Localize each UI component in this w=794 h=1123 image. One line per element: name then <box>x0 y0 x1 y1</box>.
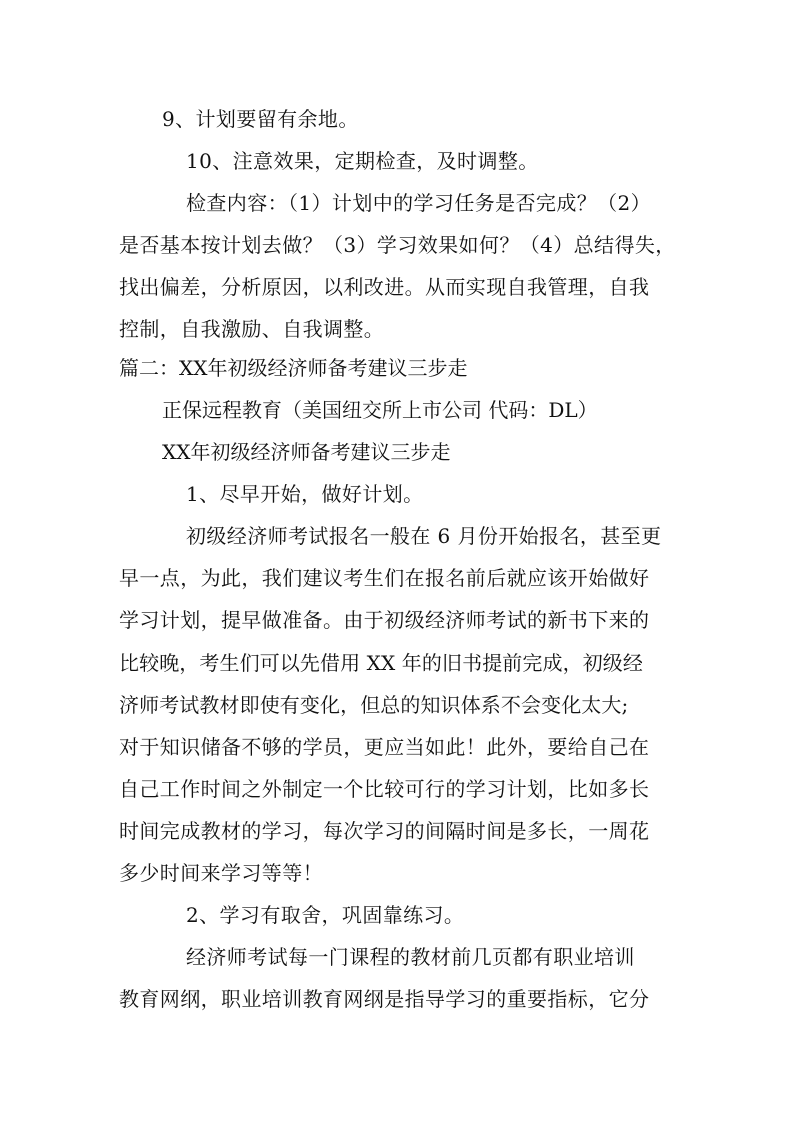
paragraph-line: 找出偏差，分析原因，以利改进。从而实现自我管理，自我 <box>119 275 650 299</box>
step-2-heading: 2、学习有取舍，巩固靠练习。 <box>186 903 465 927</box>
paragraph-line: 检查内容：（1）计划中的学习任务是否完成？（2） <box>186 191 652 215</box>
paragraph-line: 时间完成教材的学习，每次学习的间隔时间是多长，一周花 <box>119 819 650 843</box>
paragraph-line: 经济师考试每一门课程的教材前几页都有职业培训 <box>186 945 635 969</box>
paragraph-line: 对于知识储备不够的学员，更应当如此！此外，要给自己在 <box>119 735 650 759</box>
paragraph-line: 早一点，为此，我们建议考生们在报名前后就应该开始做好 <box>119 566 650 590</box>
paragraph-line: 济师考试教材即使有变化，但总的知识体系不会变化太大; <box>119 693 629 717</box>
paragraph-line: 教育网纲，职业培训教育网纲是指导学习的重要指标，它分 <box>119 987 650 1011</box>
source-line: 正保远程教育（美国纽交所上市公司 代码：DL） <box>162 398 598 422</box>
item-10-text: 10、注意效果，定期检查，及时调整。 <box>186 149 539 173</box>
paragraph-line: 控制，自我激励、自我调整。 <box>119 317 385 341</box>
paragraph-line: 自己工作时间之外制定一个比较可行的学习计划，比如多长 <box>119 777 650 801</box>
step-1-heading: 1、尽早开始，做好计划。 <box>186 482 424 506</box>
section-heading: 篇二：XX年初级经济师备考建议三步走 <box>119 356 468 380</box>
paragraph-line: 初级经济师考试报名一般在 6 月份开始报名，甚至更 <box>186 524 662 548</box>
paragraph-line: 是否基本按计划去做？（3）学习效果如何？（4）总结得失， <box>119 233 676 257</box>
paragraph-line: 比较晚，考生们可以先借用 XX 年的旧书提前完成，初级经 <box>119 651 643 675</box>
article-title: XX年初级经济师备考建议三步走 <box>162 440 451 464</box>
paragraph-line: 学习计划，提早做准备。由于初级经济师考试的新书下来的 <box>119 608 650 632</box>
item-9-text: 9、计划要留有余地。 <box>162 107 359 131</box>
paragraph-line: 多少时间来学习等等！ <box>119 861 323 885</box>
